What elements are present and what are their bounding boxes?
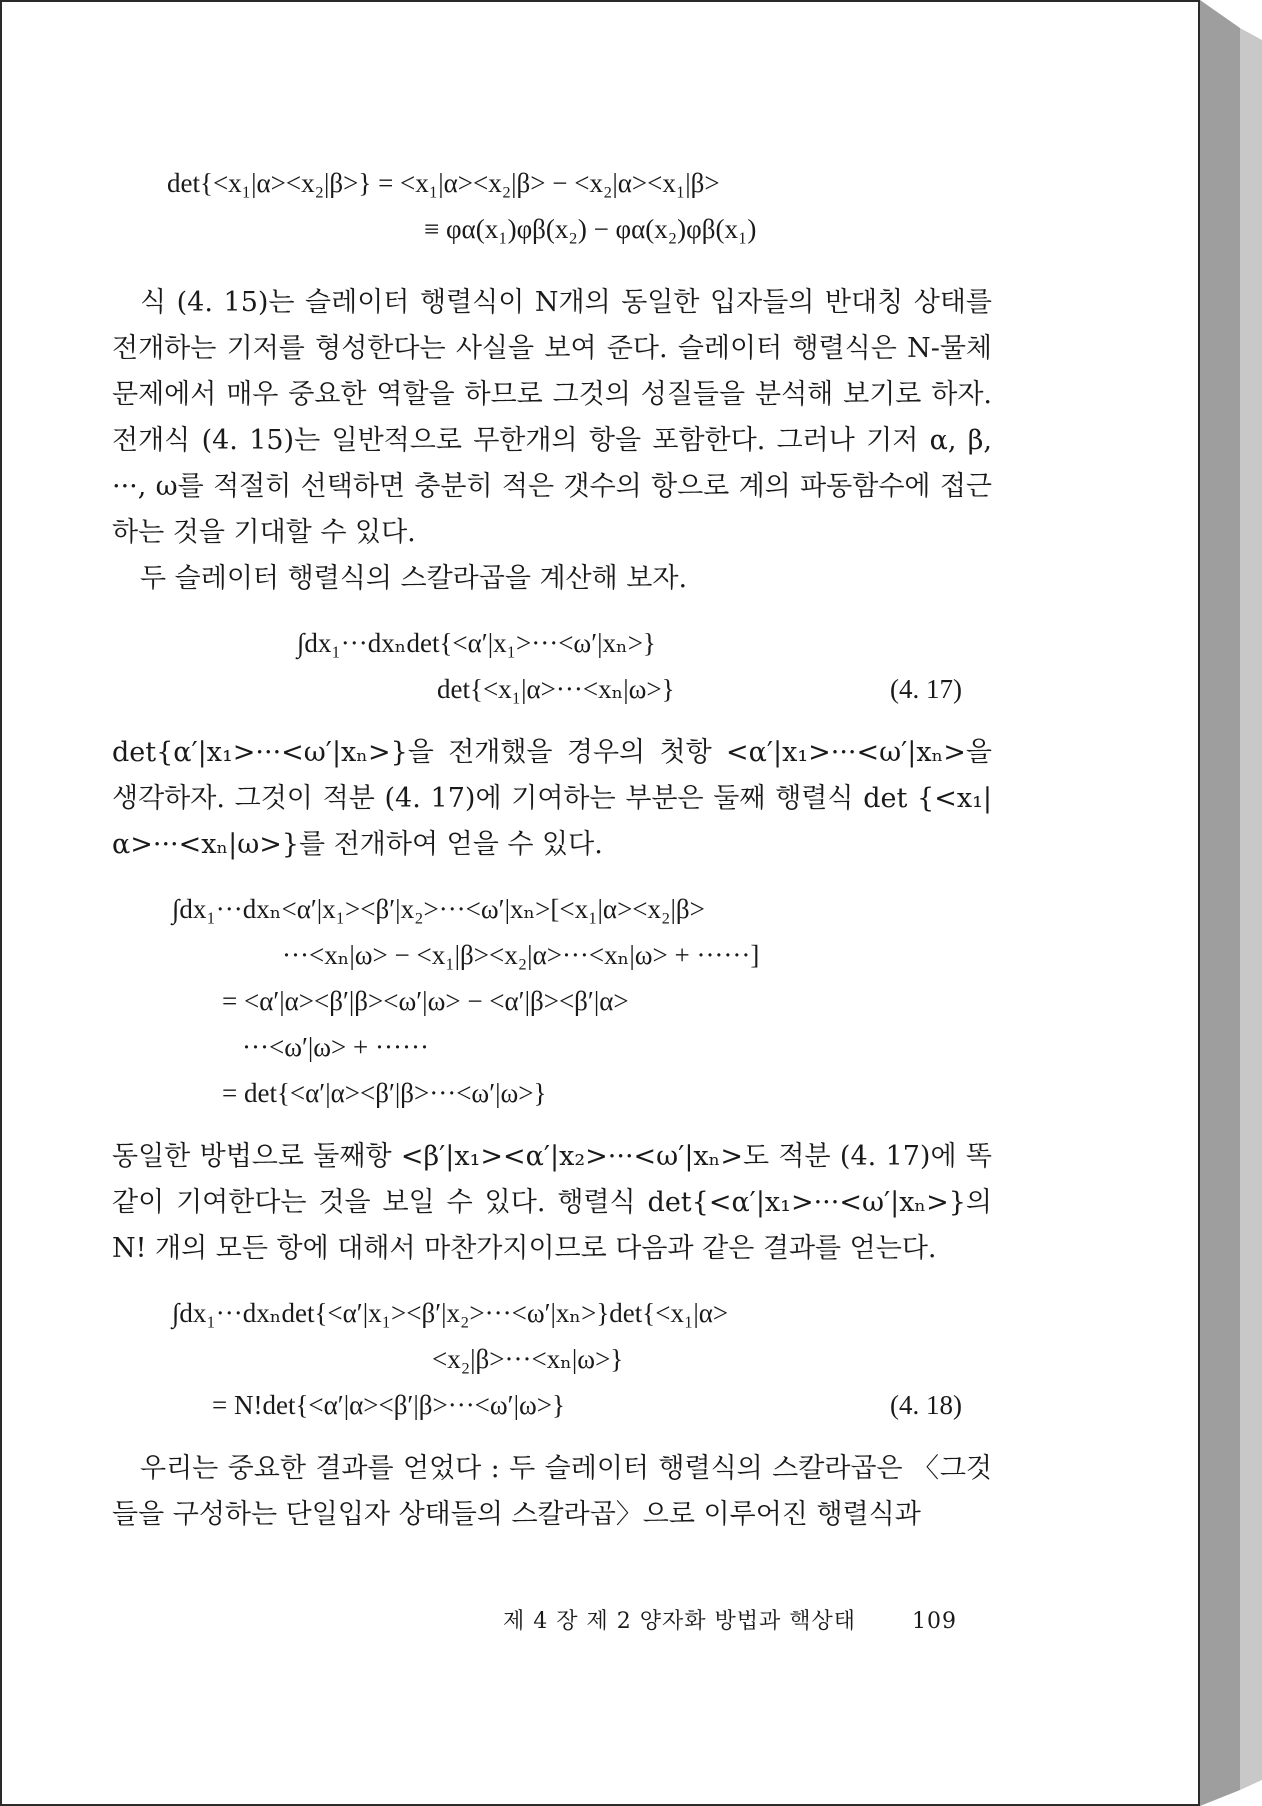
equation-line: = det{<α′|α><β′|β>···<ω′|ω>}	[222, 1078, 547, 1108]
equation-4-17	[112, 620, 992, 712]
paragraph: 동일한 방법으로 둘째항 <β′|x₁><α′|x₂>···<ω′|xₙ>도 적분 (4. 17)에 똑같이 기여한다는 것을 보일 수 있다. 행렬식 det{<α′|x₁>···<ω′|xₙ>}의 N! 개의 모든 항에 대해서 마찬가지이므로 다음과 같은 결과를 얻는다.	[112, 1141, 992, 1264]
equation-line: ≡ φα(x₁)φβ(x₂) − φα(x₂)φβ(x₁)	[424, 214, 757, 244]
page-footer	[112, 1604, 957, 1635]
equation-4-18	[112, 1290, 992, 1428]
equation-line: = N!det{<α′|α><β′|β>···<ω′|ω>}	[212, 1390, 565, 1420]
equation-line: ···<xₙ|ω> − <x₁|β><x₂|α>···<xₙ|ω> + ······]	[282, 940, 760, 970]
page-edge-decoration	[1200, 0, 1262, 1806]
equation-number: (4. 18)	[890, 1390, 962, 1420]
equation-determinant-2x2	[112, 160, 992, 252]
equation-line: = <α′|α><β′|β><ω′|ω> − <α′|β><β′|α>	[222, 986, 629, 1016]
equation-line: <x₂|β>···<xₙ|ω>}	[432, 1344, 624, 1374]
equation-number: (4. 17)	[890, 674, 962, 704]
equation-expansion	[112, 886, 992, 1116]
paragraph: det{α′|x₁>···<ω′|xₙ>}을 전개했을 경우의 첫항 <α′|x₁>···<ω′|xₙ>을 생각하자. 그것이 적분 (4. 17)에 기여하는 부분은 둘째 행렬식 det {<x₁|α>···<xₙ|ω>}를 전개하여 얻을 수 있다.	[112, 737, 992, 860]
page-content	[112, 160, 992, 1538]
equation-line: ∫dx₁···dxₙdet{<α′|x₁><β′|x₂>···<ω′|xₙ>}det{<x₁|α>	[172, 1298, 729, 1328]
equation-line: det{<x₁|α>···<xₙ|ω>}	[437, 674, 675, 704]
chapter-title: 제 4 장 제 2 양자화 방법과 핵상태	[503, 1609, 856, 1634]
equation-line: det{<x₁|α><x₂|β>} = <x₁|α><x₂|β> − <x₂|α><x₁|β>	[167, 168, 720, 198]
equation-line: ···<ω′|ω> + ······	[242, 1032, 429, 1062]
equation-line: ∫dx₁···dxₙ<α′|x₁><β′|x₂>···<ω′|xₙ>[<x₁|α><x₂|β>	[172, 894, 705, 924]
paragraph: 우리는 중요한 결과를 얻었다 : 두 슬레이터 행렬식의 스칼라곱은 〈그것들을 구성하는 단일입자 상태들의 스칼라곱〉으로 이루어진 행렬식과	[112, 1453, 992, 1530]
equation-line: ∫dx₁···dxₙdet{<α′|x₁>···<ω′|xₙ>}	[297, 628, 656, 658]
page-number: 109	[912, 1609, 957, 1634]
paragraph: 두 슬레이터 행렬식의 스칼라곱을 계산해 보자.	[140, 563, 688, 594]
paragraph: 식 (4. 15)는 슬레이터 행렬식이 N개의 동일한 입자들의 반대칭 상태를 전개하는 기저를 형성한다는 사실을 보여 준다. 슬레이터 행렬식은 N-물체 문제에서 매우 중요한 역할을 하므로 그것의 성질들을 분석해 보기로 하자. 전개식 (4. 15)는 일반적으로 무한개의 항을 포함한다. 그러나 기저 α, β, ···, ω를 적절히 선택하면 충분히 적은 갯수의 항으로 계의 파동함수에 접근하는 것을 기대할 수 있다.	[112, 287, 992, 548]
